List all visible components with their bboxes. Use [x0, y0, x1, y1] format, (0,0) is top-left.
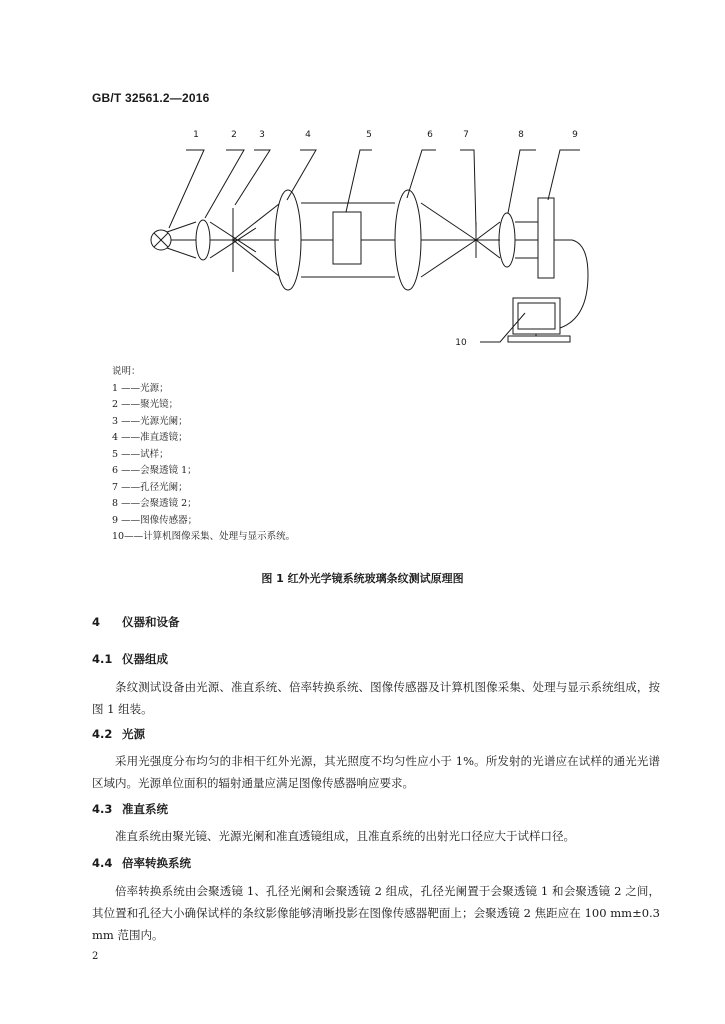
standard-code: GB/T 32561.2—2016: [92, 91, 210, 105]
label-7: 7: [463, 130, 469, 140]
legend-item: 1 ——光源；: [112, 382, 169, 394]
label-1: 1: [193, 130, 199, 140]
label-2: 2: [231, 130, 237, 140]
label-10: 10: [455, 338, 467, 348]
optical-test-diagram: [0, 0, 725, 360]
converging-lens-1: [395, 190, 421, 290]
legend-item: 4 ——准直透镜；: [112, 432, 188, 443]
image-sensor: [538, 198, 554, 278]
legend-item: 8 ——会聚透镜 2；: [112, 498, 197, 509]
subsection-title: 光源: [122, 727, 145, 741]
subsection-number: 4.3: [92, 802, 113, 816]
legend-item: 2 ——聚光镜；: [112, 399, 179, 410]
subsection-title: 倍率转换系统: [122, 856, 191, 870]
sample: [333, 212, 361, 264]
paragraph-4-4: 倍率转换系统由会聚透镜 1、孔径光阑和会聚透镜 2 组成，孔径光阑置于会聚透镜 1 和会聚透镜 2 之间，其位置和孔径大小确保试样的条纹影像能够清晰投影在图像传感器靶面上；会聚透镜 2 焦距应在 100 mm±0.3 mm 范围内。: [92, 884, 660, 942]
subsection-heading-4-2: [92, 726, 145, 742]
section-heading-4: [92, 614, 180, 630]
section-number: 4: [92, 615, 101, 629]
condenser-lens: [196, 220, 210, 260]
legend-item: 10——计算机图像采集、处理与显示系统。: [112, 531, 296, 542]
computer-icon: [508, 298, 570, 342]
subsection-title: 准直系统: [122, 802, 168, 816]
figure-legend: [112, 364, 295, 546]
legend-title: 说明：: [112, 366, 141, 377]
label-3: 3: [259, 130, 265, 140]
paragraph-4-3: 准直系统由聚光镜、光源光阑和准直透镜组成，且准直系统的出射光口径应大于试样口径。: [115, 829, 575, 843]
cable: [554, 240, 588, 328]
subsection-heading-4-1: [92, 651, 168, 667]
paragraph-4-1: 条纹测试设备由光源、准直系统、倍率转换系统、图像传感器及计算机图像采集、处理与显示系统组成，按图 1 组装。: [92, 680, 660, 716]
figure-caption: 图 1 红外光学镜系统玻璃条纹测试原理图: [261, 572, 464, 585]
subsection-number: 4.1: [92, 652, 113, 666]
legend-item: 9 ——图像传感器；: [112, 514, 198, 526]
subsection-number: 4.4: [92, 856, 113, 870]
legend-item: 3 ——光源光阑；: [112, 415, 188, 427]
subsection-heading-4-4: [92, 855, 191, 871]
subsection-heading-4-3: [92, 801, 168, 817]
label-4: 4: [305, 130, 311, 140]
label-9: 9: [572, 130, 578, 140]
light-source-icon: [151, 230, 171, 250]
label-6: 6: [427, 130, 433, 140]
subsection-title: 仪器组成: [122, 652, 168, 666]
label-5: 5: [366, 130, 372, 140]
paragraph-4-2: 采用光强度分布均匀的非相干红外光源，其光照度不均匀性应小于 1%。所发射的光谱应在试样的通光光谱区域内。光源单位面积的辐射通量应满足图像传感器响应要求。: [92, 754, 660, 790]
label-8: 8: [518, 130, 524, 140]
legend-item: 5 ——试样；: [112, 448, 169, 460]
legend-item: 7 ——孔径光阑；: [112, 481, 188, 493]
section-title: 仪器和设备: [122, 615, 180, 629]
page-number: 2: [92, 951, 99, 962]
converging-lens-2: [499, 213, 515, 267]
subsection-number: 4.2: [92, 727, 113, 741]
legend-item: 6 ——会聚透镜 1；: [112, 465, 197, 476]
